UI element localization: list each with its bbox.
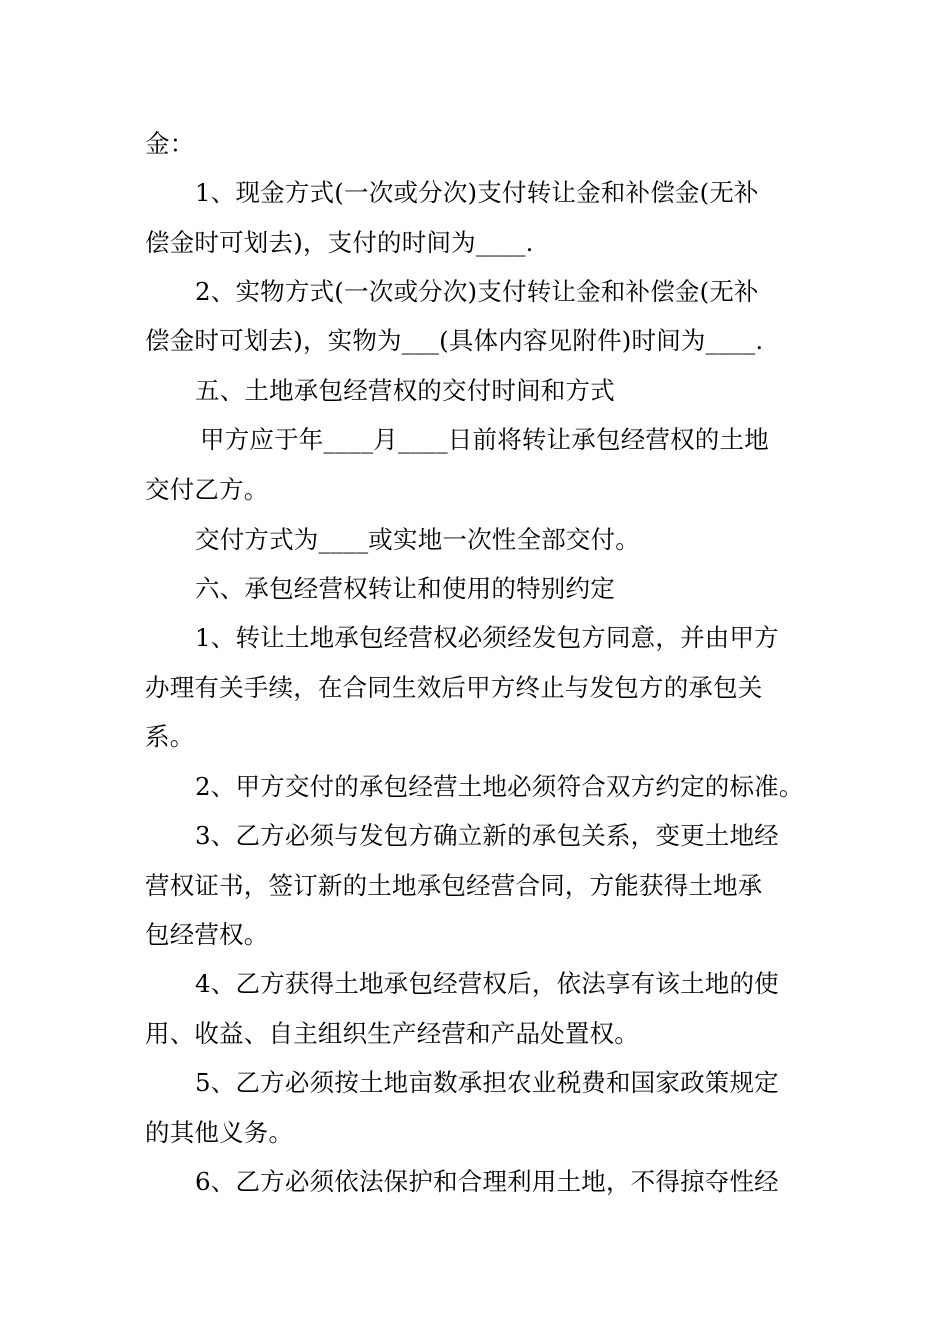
text-line: 2、甲方交付的承包经营土地必须符合双方约定的标准。 <box>195 772 804 801</box>
text-line: 包经营权。 <box>145 920 269 949</box>
section-heading: 五、土地承包经营权的交付时间和方式 <box>195 376 615 405</box>
text-line: 偿金时可划去)，实物为___(具体内容见附件)时间为____. <box>145 326 764 355</box>
text-line: 1、转让土地承包经营权必须经发包方同意，并由甲方 <box>195 623 779 652</box>
text-line: 5、乙方必须按土地亩数承担农业税费和国家政策规定 <box>195 1068 779 1097</box>
text-line: 甲方应于年____月____日前将转让承包经营权的土地 <box>200 425 769 454</box>
text-line: 交付乙方。 <box>145 475 269 504</box>
text-line: 营权证书，签订新的土地承包经营合同，方能获得土地承 <box>145 871 763 900</box>
text-line: 1、现金方式(一次或分次)支付转让金和补偿金(无补 <box>195 178 759 207</box>
text-line: 3、乙方必须与发包方确立新的承包关系，变更土地经 <box>195 821 779 850</box>
text-line: 偿金时可划去)，支付的时间为____. <box>145 228 534 257</box>
text-line: 2、实物方式(一次或分次)支付转让金和补偿金(无补 <box>195 277 759 306</box>
text-line: 用、收益、自主组织生产经营和产品处置权。 <box>145 1019 639 1048</box>
text-line: 4、乙方获得土地承包经营权后，依法享有该土地的使 <box>195 969 779 998</box>
text-line: 金： <box>145 129 195 158</box>
text-line: 交付方式为____或实地一次性全部交付。 <box>195 525 640 554</box>
text-line: 6、乙方必须依法保护和合理利用土地，不得掠夺性经 <box>195 1167 779 1196</box>
section-heading: 六、承包经营权转让和使用的特别约定 <box>195 574 615 603</box>
text-line: 办理有关手续，在合同生效后甲方终止与发包方的承包关 <box>145 673 763 702</box>
text-line: 系。 <box>145 722 195 751</box>
text-line: 的其他义务。 <box>145 1118 294 1147</box>
